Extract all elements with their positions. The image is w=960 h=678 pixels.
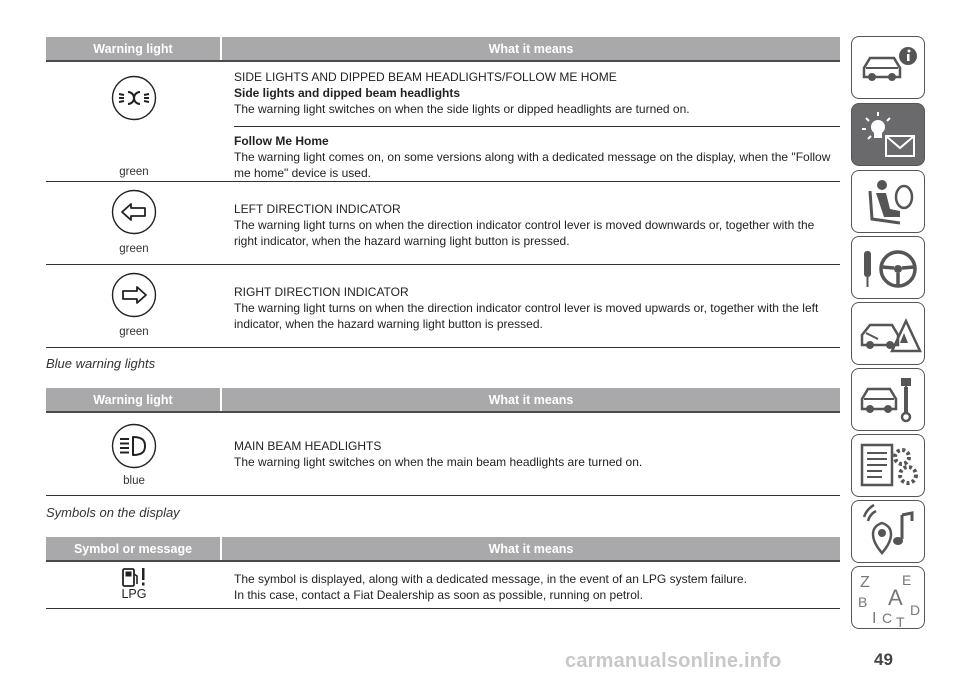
table-row — [46, 562, 840, 609]
icon-color-label: green — [119, 326, 149, 338]
row-subtitle: Follow Me Home — [234, 134, 329, 148]
index-letter: A — [888, 585, 903, 610]
watermark: carmanualsonline.info — [565, 650, 782, 672]
row-title: RIGHT DIRECTION INDICATOR — [234, 285, 409, 299]
table-header — [46, 537, 840, 560]
row-title: LEFT DIRECTION INDICATOR — [234, 202, 401, 216]
section-title-symbols: Symbols on the display — [46, 505, 180, 520]
car-maintenance-icon — [852, 369, 926, 432]
index-letter: E — [902, 572, 912, 588]
key-steering-icon — [852, 237, 926, 300]
table-header — [46, 37, 840, 60]
index-letter: I — [872, 610, 877, 627]
page-number: 49 — [874, 650, 893, 669]
index-letter: T — [896, 614, 905, 630]
car-info-icon — [852, 37, 926, 100]
table-row — [46, 182, 840, 265]
row-subtitle: Side lights and dipped beam headlights — [234, 86, 461, 100]
warning-lights-table-blue — [46, 388, 840, 496]
index-letter: Z — [860, 574, 870, 591]
row-description: The warning light switches on when the side lights or dipped headlights are turned on. — [234, 102, 690, 116]
multimedia-icon — [852, 501, 926, 564]
tab-warning-lights[interactable] — [851, 103, 925, 166]
index-letter: D — [910, 602, 921, 618]
row-description: The warning light turns on when the direction indicator control lever is moved upwards or, together with the left indicator, when the hazard warning light button is pressed. — [234, 301, 819, 331]
tab-technical-data[interactable] — [851, 434, 925, 497]
table-row — [46, 265, 840, 348]
header-what-it-means: What it means — [222, 537, 840, 560]
row-description: The warning light turns on when the direction indicator control lever is moved downwards or, together with the right indicator, when the hazard warning light button is pressed. — [234, 218, 815, 248]
row-description: In this case, contact a Fiat Dealership as soon as possible, running on petrol. — [234, 588, 643, 602]
tab-car-info[interactable] — [851, 36, 925, 99]
tab-index[interactable] — [851, 566, 925, 629]
icon-color-label: blue — [123, 475, 145, 487]
header-symbol-or-message: Symbol or message — [46, 537, 220, 560]
table-row — [46, 413, 840, 496]
warning-lights-table-green — [46, 37, 840, 348]
lpg-label: LPG — [121, 587, 147, 601]
warning-lights-icon — [852, 104, 926, 167]
tab-seat-airbag[interactable] — [851, 170, 925, 233]
icon-color-label: green — [119, 166, 149, 178]
main-beam-icon — [111, 423, 157, 469]
table-row — [46, 62, 840, 182]
right-arrow-icon — [111, 272, 157, 318]
car-emergency-icon — [852, 303, 926, 366]
header-warning-light: Warning light — [46, 388, 220, 411]
row-description: The warning light switches on when the main beam headlights are turned on. — [234, 455, 643, 469]
header-what-it-means: What it means — [222, 37, 840, 60]
index-letters-icon — [852, 567, 926, 630]
table-header — [46, 388, 840, 411]
side-lights-icon — [111, 75, 157, 121]
index-letter: B — [858, 594, 868, 610]
tab-car-maintenance[interactable] — [851, 368, 925, 431]
section-title-blue: Blue warning lights — [46, 356, 156, 371]
row-title: MAIN BEAM HEADLIGHTS — [234, 439, 382, 453]
tab-car-emergency[interactable] — [851, 302, 925, 365]
display-symbols-table — [46, 537, 840, 609]
header-warning-light: Warning light — [46, 37, 220, 60]
header-what-it-means: What it means — [222, 388, 840, 411]
row-description: The symbol is displayed, along with a dedicated message, in the event of an LPG system failure. — [234, 572, 747, 586]
lpg-fuel-icon — [120, 566, 148, 588]
icon-color-label: green — [119, 243, 149, 255]
tab-multimedia[interactable] — [851, 500, 925, 563]
index-letter: C — [882, 610, 893, 626]
technical-data-icon — [852, 435, 926, 498]
seat-airbag-icon — [852, 171, 926, 234]
row-description: The warning light comes on, on some versions along with a dedicated message on the display, when the "Follow me home" device is used. — [234, 150, 831, 180]
tab-key-steering[interactable] — [851, 236, 925, 299]
row-title: SIDE LIGHTS AND DIPPED BEAM HEADLIGHTS/FOLLOW ME HOME — [234, 70, 617, 84]
left-arrow-icon — [111, 189, 157, 235]
